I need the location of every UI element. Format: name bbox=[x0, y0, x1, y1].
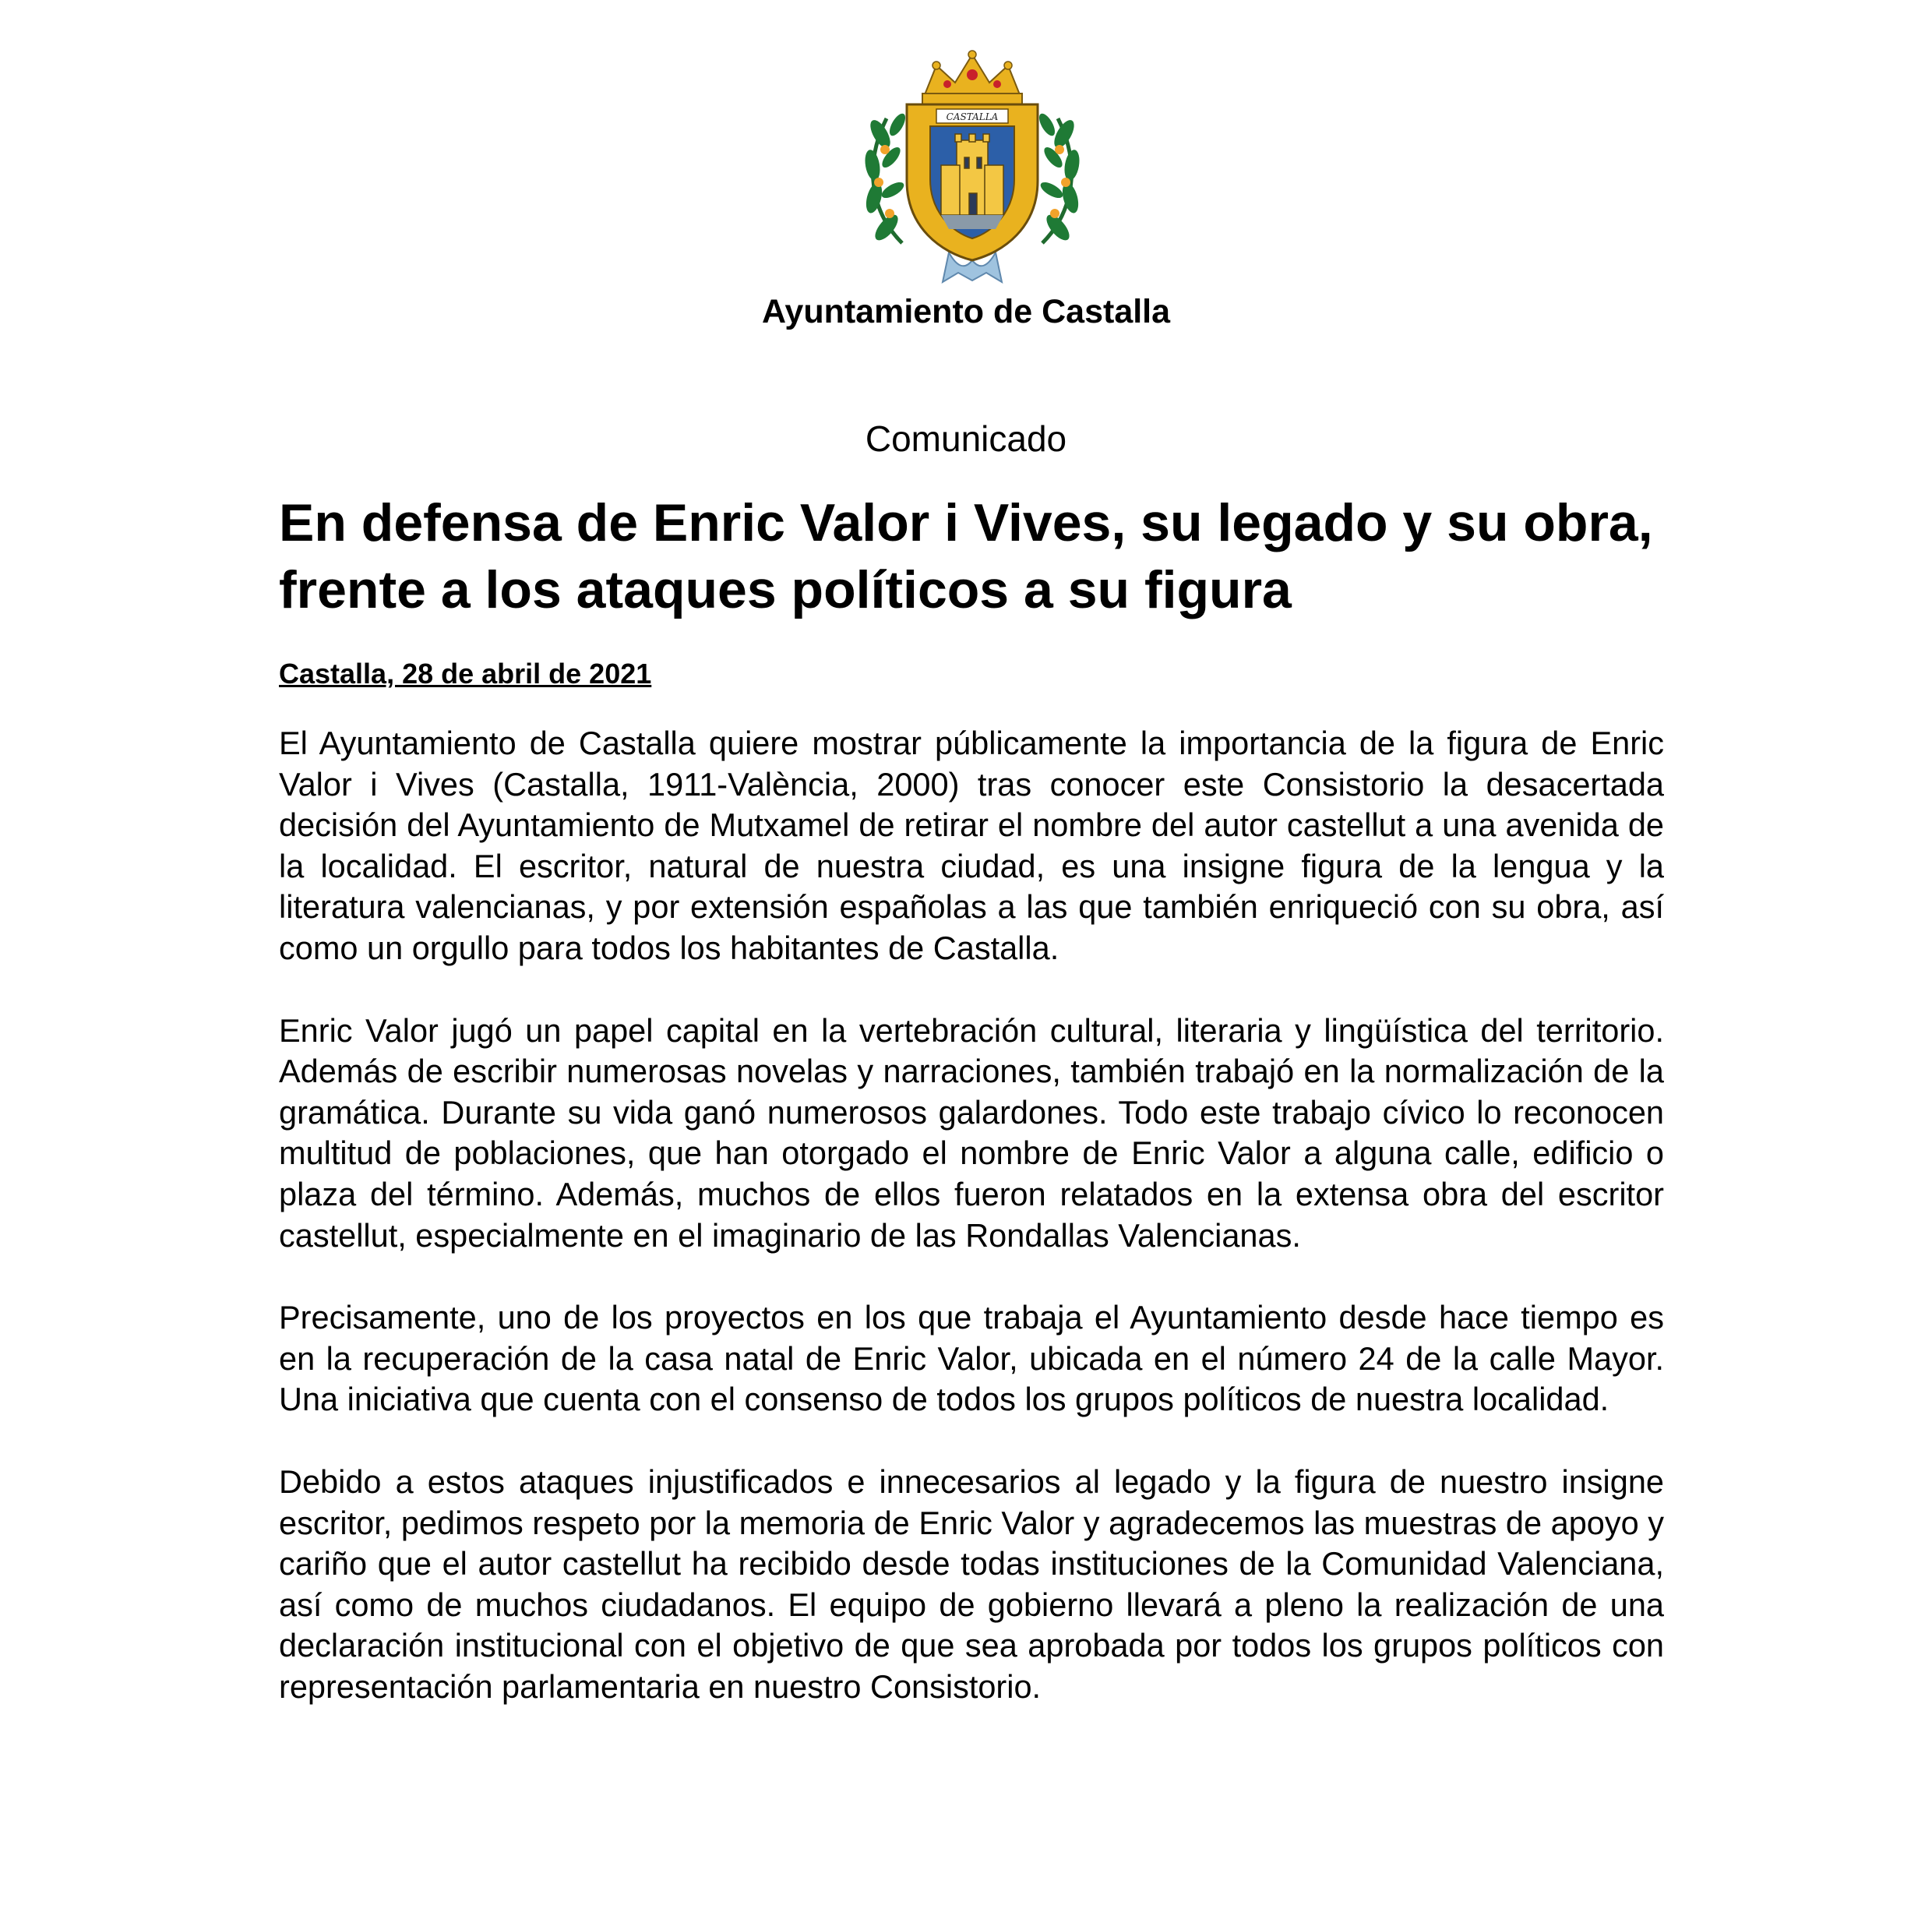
paragraph: Debido a estos ataques injustificados e innecesarios al legado y la figura de nuestro insigne escritor, pedimos respeto por la memoria de Enric Valor y agradecemos las muestras de apoyo y cariño que el autor castellut ha recibido desde todas instituciones de la Comunidad Valenciana, así como de muchos ciudadanos. El equipo de gobierno llevará a pleno la realización de una declaración institucional con el objetivo de que sea aprobada por todos los grupos políticos con representación parlamentaria en nuestro Consistorio. bbox=[279, 1462, 1664, 1705]
paragraph: Enric Valor jugó un papel capital en la vertebración cultural, literaria y lingüística del territorio. Además de escribir numerosas novelas y narraciones, también trabajó en la normalización de la gramática. Durante su vida ganó numerosos galardones. Todo este trabajo cívico lo reconocen multitud de poblaciones, que han otorgado el nombre de Enric Valor a alguna calle, edificio o plaza del término. Además, muchos de ellos fueron relatados en la extensa obra del escritor castellut, especialmente en el imaginario de las Rondallas Valencianas. bbox=[279, 1011, 1664, 1254]
organization-name: Ayuntamiento de Castalla bbox=[761, 293, 1171, 330]
body-text bbox=[279, 723, 1664, 1748]
document-type: Comunicado bbox=[865, 418, 1067, 459]
document-title: En defensa de Enric Valor i Vives, su legado y su obra, frente a los ataques políticos a su figura bbox=[279, 493, 1653, 619]
paragraph: Precisamente, uno de los proyectos en los que trabaja el Ayuntamiento desde hace tiempo es en la recuperación de la casa natal de Enric Valor, ubicada en el número 24 de la calle Mayor. Una iniciativa que cuenta con el consenso de todos los grupos políticos de nuestra localidad. bbox=[279, 1299, 1664, 1418]
shield-icon bbox=[907, 104, 1038, 260]
svg-text:CASTALLA: CASTALLA bbox=[946, 111, 999, 122]
paragraph: El Ayuntamiento de Castalla quiere mostrar públicamente la importancia de la figura de Enric Valor i Vives (Castalla, 1911-València, 2000) tras conocer este Consistorio la desacertada decisión del Ayuntamiento de Mutxamel de retirar el nombre del autor castellut a una avenida de la localidad. El escritor, natural de nuestra ciudad, es una insigne figura de la lengua y la literatura valencianas, y por extensión españolas a las que también enriqueció con su obra, así como un orgullo para todos los habitantes de Castalla. bbox=[279, 725, 1664, 966]
dateline: Castalla, 28 de abril de 2021 bbox=[279, 658, 652, 690]
crown-icon bbox=[922, 51, 1022, 104]
crest-scroll-icon bbox=[936, 109, 1008, 123]
coat-of-arms-logo bbox=[855, 48, 1089, 290]
